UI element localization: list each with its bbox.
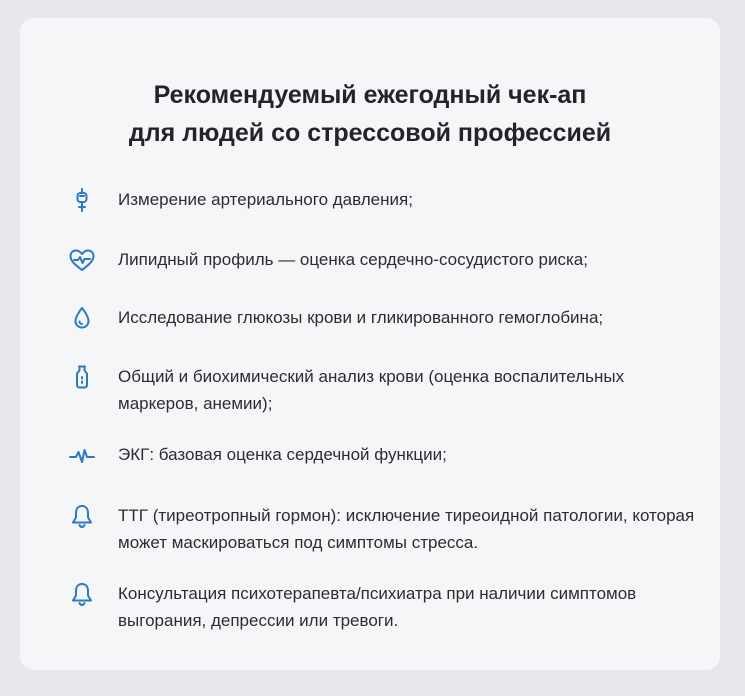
item-text: ЭКГ: базовая оценка сердечной функции; <box>118 445 447 464</box>
drop-icon <box>68 304 96 332</box>
page-title <box>20 76 720 152</box>
test-tube-icon <box>68 363 96 391</box>
ecg-icon <box>68 441 96 469</box>
bell-icon <box>68 580 96 608</box>
bell-icon <box>68 502 96 530</box>
blood-pressure-icon <box>68 186 96 214</box>
title-line-1: Рекомендуемый ежегодный чек-ап <box>153 81 587 109</box>
item-text: Липидный профиль — оценка сердечно-сосудистого риска; <box>118 250 588 269</box>
item-text: ТТГ (тиреотропный гормон): исключение тиреоидной патологии, которая может маскироваться под симптомы стресса. <box>118 506 695 552</box>
item-text: Консультация психотерапевта/психиатра при наличии симптомов выгорания, депрессии или тревоги. <box>118 584 637 630</box>
item-text: Измерение артериального давления; <box>118 190 413 209</box>
item-text: Исследование глюкозы крови и гликированного гемоглобина; <box>118 308 604 327</box>
title-line-2: для людей со стрессовой профессией <box>128 119 612 147</box>
checkup-card <box>20 18 720 670</box>
item-text: Общий и биохимический анализ крови (оценка воспалительных маркеров, анемии); <box>118 367 625 413</box>
heart-pulse-icon <box>68 246 96 274</box>
